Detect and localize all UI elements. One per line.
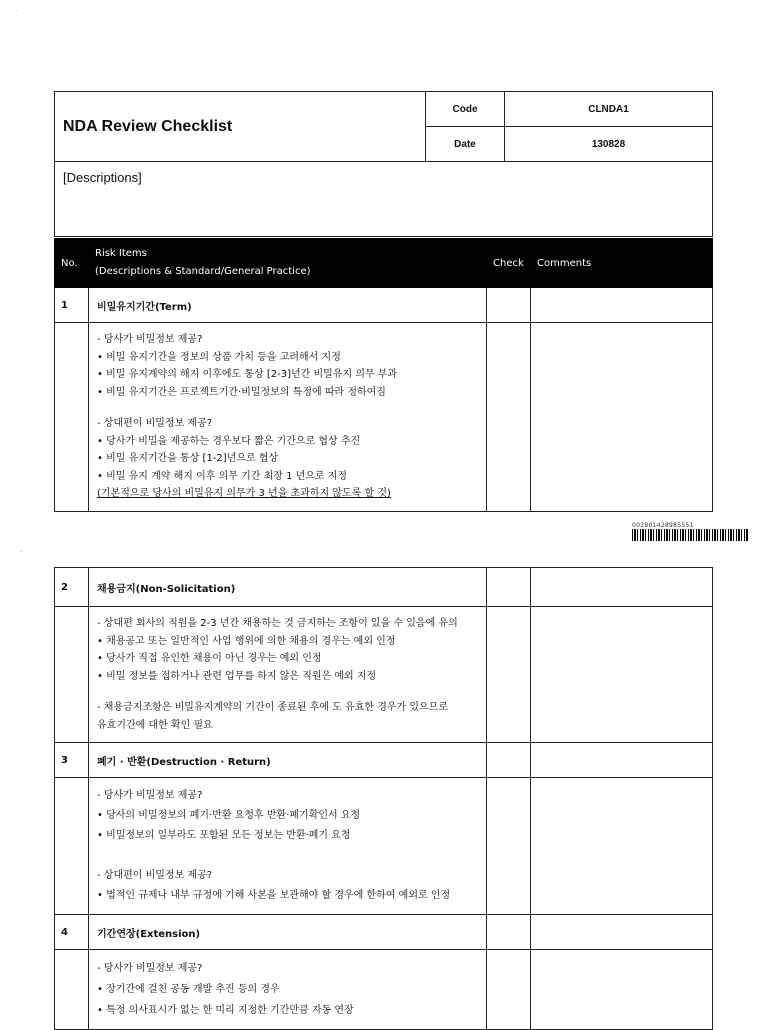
check-cell[interactable]	[487, 323, 531, 512]
item-line: • 당사가 비밀을 제공하는 경우보다 짧은 기간으로 협상 추진	[97, 435, 361, 447]
column-risk-items	[89, 239, 487, 288]
line-gap	[97, 846, 478, 866]
item-line: - 상대편이 비밀정보 제공?	[97, 870, 213, 881]
item-line: • 비밀 정보를 접하거나 관련 업무를 하지 않은 직원은 예외 지정	[97, 670, 377, 682]
checklist-table-part1	[54, 238, 713, 512]
barcode-number: 002801428985551	[632, 522, 694, 529]
comments-cell[interactable]	[531, 323, 713, 512]
check-cell[interactable]	[487, 778, 531, 915]
line-gap	[97, 401, 478, 415]
document-header	[54, 91, 713, 237]
column-no: No.	[55, 239, 89, 288]
check-cell[interactable]	[487, 743, 531, 778]
item-number: 4	[55, 915, 89, 950]
item-description	[89, 323, 487, 512]
item-line: • 장기간에 걸친 공동 개발 추진 등의 경우	[97, 984, 280, 995]
item-line: • 비밀 유지 계약 해지 이후 의무 기간 최장 1 년으로 지정	[97, 470, 348, 482]
item-body-row	[55, 778, 713, 915]
item-title-row	[55, 743, 713, 778]
check-cell[interactable]	[487, 950, 531, 1030]
check-cell[interactable]	[487, 568, 531, 607]
code-value: CLNDA1	[505, 92, 713, 127]
item-title-row	[55, 568, 713, 607]
comments-cell[interactable]	[531, 915, 713, 950]
descriptions-field: [Descriptions]	[55, 162, 713, 237]
item-line: - 당사가 비밀정보 제공?	[97, 334, 203, 345]
item-number: 3	[55, 743, 89, 778]
item-line: • 비밀 유지기간을 통상 [1-2]년으로 협상	[97, 453, 279, 464]
item-line: • 비밀정보의 일부라도 포함된 모든 정보는 반환·폐기 요청	[97, 830, 351, 841]
line-gap	[97, 685, 478, 699]
date-value: 130828	[505, 127, 713, 162]
item-body-row	[55, 323, 713, 512]
item-description	[89, 778, 487, 915]
item-number: 1	[55, 288, 89, 323]
column-check: Check	[487, 239, 531, 288]
item-title: 기간연장(Extension)	[89, 915, 487, 950]
barcode-bars	[632, 529, 748, 541]
item-title: 채용금지(Non-Solicitation)	[89, 568, 487, 607]
item-line: • 법적인 규제나 내부 규정에 기해 사본을 보관해야 할 경우에 한하여 예외로 인정	[97, 890, 451, 901]
item-line: 유효기간에 대한 확인 필요	[97, 719, 213, 731]
risk-items-label: Risk Items	[95, 248, 147, 259]
item-number-blank	[55, 607, 89, 743]
comments-cell[interactable]	[531, 568, 713, 607]
item-title-row	[55, 288, 713, 323]
item-description	[89, 607, 487, 743]
item-line: - 당사가 비밀정보 제공?	[97, 790, 203, 801]
risk-items-sublabel: (Descriptions & Standard/General Practice)	[95, 266, 311, 277]
check-cell[interactable]	[487, 288, 531, 323]
item-line: - 채용금지조항은 비밀유지계약의 기간이 종료된 후에 도 유효한 경우가 있으므로	[97, 702, 448, 713]
comments-cell[interactable]	[531, 950, 713, 1030]
check-cell[interactable]	[487, 915, 531, 950]
item-number-blank	[55, 950, 89, 1030]
comments-cell[interactable]	[531, 778, 713, 915]
scan-artifact: ·	[16, 8, 18, 15]
item-number: 2	[55, 568, 89, 607]
checklist-header-row	[55, 239, 713, 288]
item-line: • 당사의 비밀정보의 폐기·반환 요청후 반환·폐기확인서 요청	[97, 810, 361, 821]
item-number-blank	[55, 323, 89, 512]
barcode	[632, 522, 748, 541]
item-number-blank	[55, 778, 89, 915]
checklist-table-part2	[54, 567, 713, 1030]
check-cell[interactable]	[487, 607, 531, 743]
item-line: • 비밀 유지기간은 프로젝트기간·비밀정보의 특정에 따라 정하여짐	[97, 386, 386, 398]
item-title: 비밀유지기간(Term)	[89, 288, 487, 323]
document-title: NDA Review Checklist	[55, 92, 426, 162]
column-comments: Comments	[531, 239, 713, 288]
comments-cell[interactable]	[531, 743, 713, 778]
date-label: Date	[426, 127, 505, 162]
item-line: • 특정 의사표시가 없는 한 미리 지정한 기간만큼 자동 연장	[97, 1005, 354, 1016]
item-line: • 당사가 직접 유인한 채용이 아닌 경우는 예외 인정	[97, 653, 322, 664]
item-description	[89, 950, 487, 1030]
item-body-row	[55, 950, 713, 1030]
item-title: 폐기 · 반환(Destruction · Return)	[89, 743, 487, 778]
scan-artifact: -	[20, 548, 23, 556]
item-body-row	[55, 607, 713, 743]
code-label: Code	[426, 92, 505, 127]
item-line: • 채용공고 또는 일반적인 사업 행위에 의한 채용의 경우는 예외 인정	[97, 635, 396, 647]
comments-cell[interactable]	[531, 288, 713, 323]
item-line: • 비밀 유지기간을 정보의 상품 가치 등을 고려해서 지정	[97, 351, 341, 363]
item-line: - 상대편 회사의 직원을 2-3 년간 채용하는 것 금지하는 조항이 있을 수 있음에 유의	[97, 618, 458, 629]
item-line: • 비밀 유지계약의 해지 이후에도 통상 [2-3]년간 비밀유지 의무 부과	[97, 369, 398, 380]
item-line-underlined: (기본적으로 당사의 비밀유지 의무가 3 년을 초과하지 않도록 할 것)	[97, 488, 391, 499]
item-line: - 당사가 비밀정보 제공?	[97, 963, 203, 974]
comments-cell[interactable]	[531, 607, 713, 743]
item-line: - 상대편이 비밀정보 제공?	[97, 418, 213, 429]
item-title-row	[55, 915, 713, 950]
